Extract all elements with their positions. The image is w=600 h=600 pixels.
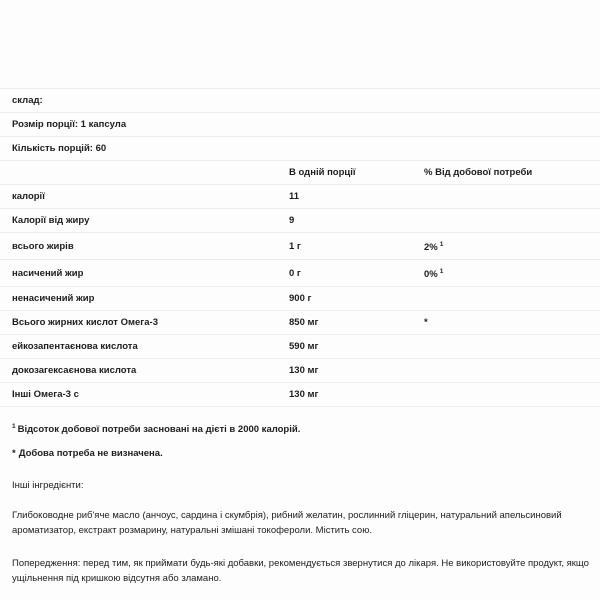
- nutrient-daily-value: [412, 260, 600, 287]
- dv-value: *: [424, 317, 428, 329]
- ingredients-block: [0, 466, 600, 538]
- table-row: [0, 287, 600, 311]
- nutrient-name: ненасичений жир: [12, 293, 95, 305]
- table-row-serving-size: [0, 113, 600, 137]
- nutrient-daily-value: [412, 233, 600, 260]
- nutrient-daily-value: [412, 383, 600, 407]
- column-header-daily-value: % Від добової потреби: [424, 167, 533, 178]
- nutrient-amount: 900 г: [289, 293, 312, 305]
- table-row-servings-per-container: [0, 137, 600, 161]
- nutrient-amount: 9: [289, 215, 295, 226]
- footnotes-block: [0, 407, 600, 466]
- serving-size-spacer-1: [277, 113, 412, 137]
- ingredients-text: Глибоководне риб'яче масло (анчоус, сардина і скумбрія), рибний желатин, рослинний гліцерин, натуральний апельсиновий ароматизатор, екстракт розмарину, натуральні змішані токофероли. Містить сою.: [12, 510, 562, 537]
- table-row: [0, 383, 600, 407]
- supplement-facts-table: [0, 88, 600, 407]
- nutrient-amount: 130 мг: [289, 365, 319, 377]
- nutrient-name: насичений жир: [12, 267, 84, 279]
- servings-per-container-label: Кількість порцій: 60: [12, 143, 107, 154]
- table-header-row: [0, 161, 600, 185]
- facts-heading: склад:: [12, 95, 43, 106]
- table-row: [0, 359, 600, 383]
- facts-table-body: [0, 89, 600, 407]
- table-row: [0, 260, 600, 287]
- servings-spacer-1: [277, 137, 412, 161]
- footnote-marker: *: [12, 448, 16, 460]
- footnote-daily-value-basis: [12, 415, 600, 442]
- nutrient-name: калорії: [12, 191, 45, 202]
- nutrient-amount: 850 мг: [289, 317, 319, 329]
- footnote-marker: 1: [439, 241, 444, 248]
- serving-size-spacer-2: [412, 113, 600, 137]
- column-header-per-serving: В одній порції: [289, 167, 356, 178]
- nutrient-name: докозагексаєнова кислота: [12, 365, 137, 377]
- nutrient-daily-value: [412, 359, 600, 383]
- table-row: [0, 335, 600, 359]
- nutrient-name: Калорії від жиру: [12, 215, 90, 226]
- footnote-text: Добова потреба не визначена.: [18, 448, 163, 460]
- footnote-marker: 1: [12, 423, 16, 431]
- nutrient-amount: 130 мг: [289, 389, 319, 401]
- nutrient-name: Інші Омега-3 с: [12, 389, 79, 401]
- dv-value: 0%: [424, 269, 438, 281]
- serving-size-label: Розмір порції: 1 капсула: [12, 119, 127, 130]
- nutrient-name: Всього жирних кислот Омега-3: [12, 317, 158, 329]
- servings-spacer-2: [412, 137, 600, 161]
- facts-heading-spacer-2: [412, 89, 600, 113]
- table-row: [0, 233, 600, 260]
- table-row: [0, 209, 600, 233]
- nutrient-daily-value: [412, 185, 600, 209]
- nutrient-amount: 0 г: [289, 267, 301, 279]
- column-header-nutrient: [0, 161, 277, 185]
- nutrient-amount: 11: [289, 191, 300, 202]
- facts-heading-spacer-1: [277, 89, 412, 113]
- table-row: [0, 311, 600, 335]
- nutrient-name: ейкозапентаєнова кислота: [12, 341, 138, 353]
- table-row: [0, 185, 600, 209]
- nutrient-amount: 1 г: [289, 240, 301, 252]
- table-row-heading: [0, 89, 600, 113]
- dv-value: 2%: [424, 242, 438, 254]
- nutrient-daily-value: [412, 311, 600, 335]
- nutrient-name: всього жирів: [12, 240, 74, 252]
- top-spacer: [0, 0, 600, 88]
- nutrient-daily-value: [412, 287, 600, 311]
- footnote-text: Відсоток добової потреби засновані на дієті в 2000 калорій.: [17, 424, 301, 436]
- nutrient-amount: 590 мг: [289, 341, 319, 353]
- footnote-marker: 1: [439, 268, 444, 276]
- ingredients-heading: Інші інгредієнти:: [12, 480, 84, 492]
- nutrient-daily-value: [412, 335, 600, 359]
- footnote-no-daily-value: [12, 442, 600, 466]
- warning-text: Попередження: перед тим, як приймати будь-які добавки, рекомендується звернутися до лікаря. Не використовуйте продукт, якщо ущільнення під кришкою відсутня або зламано.: [12, 558, 589, 585]
- nutrient-daily-value: [412, 209, 600, 233]
